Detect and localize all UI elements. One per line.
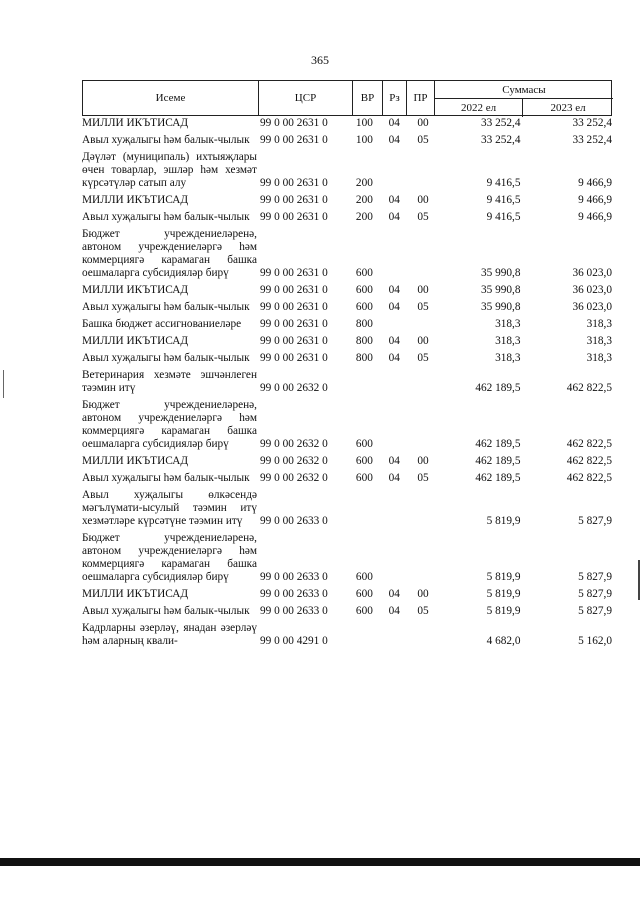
cell-rz: 04 <box>388 211 400 223</box>
cell-vr: 600 <box>355 571 373 583</box>
cell-csr: 99 0 00 2632 0 <box>260 472 328 484</box>
cell-sum-2022: 35 990,8 <box>480 267 521 279</box>
page-bottom-border <box>0 858 640 866</box>
cell-sum-2023: 5 827,9 <box>578 515 612 527</box>
cell-pr: 00 <box>417 588 429 600</box>
cell-csr: 99 0 00 2632 0 <box>260 455 328 467</box>
cell-name: МИЛЛИ ИКЪТИСАД <box>82 455 189 467</box>
cell-sum-2022: 33 252,4 <box>480 134 521 146</box>
cell-rz: 04 <box>388 335 400 347</box>
cell-csr: 99 0 00 2632 0 <box>260 438 328 450</box>
cell-pr: 05 <box>417 301 429 313</box>
cell-sum-2023: 9 466,9 <box>578 194 612 206</box>
cell-name: МИЛЛИ ИКЪТИСАД <box>82 194 189 206</box>
cell-sum-2022: 35 990,8 <box>480 284 521 296</box>
cell-name: Авыл хуҗалыгы һәм балык-чылык <box>82 211 250 223</box>
cell-name: МИЛЛИ ИКЪТИСАД <box>82 284 189 296</box>
cell-pr: 00 <box>417 335 429 347</box>
cell-csr: 99 0 00 2633 0 <box>260 571 328 583</box>
cell-pr: 00 <box>417 194 429 206</box>
cell-vr: 800 <box>355 335 373 347</box>
column-header-name: Исеме <box>83 81 259 115</box>
cell-sum-2022: 4 682,0 <box>486 635 521 647</box>
cell-rz: 04 <box>388 588 400 600</box>
cell-csr: 99 0 00 2632 0 <box>260 382 328 394</box>
column-header-vr: ВР <box>353 81 383 115</box>
cell-vr: 600 <box>355 284 373 296</box>
table-row <box>82 134 612 147</box>
table-row <box>82 622 612 648</box>
cell-rz: 04 <box>388 472 400 484</box>
cell-sum-2023: 462 822,5 <box>566 382 612 394</box>
cell-rz: 04 <box>388 134 400 146</box>
cell-vr: 200 <box>355 211 373 223</box>
cell-sum-2023: 36 023,0 <box>572 267 612 279</box>
cell-name: Кадрларны әзерләү, янадан әзерләү һәм аларның квали- <box>82 622 257 647</box>
cell-sum-2022: 9 416,5 <box>486 194 521 206</box>
cell-vr: 800 <box>355 352 373 364</box>
cell-csr: 99 0 00 2631 0 <box>260 335 328 347</box>
table-row <box>82 284 612 297</box>
cell-name: Башка бюджет ассигнованиеләре <box>82 318 242 330</box>
page-number: 365 <box>311 53 329 67</box>
cell-sum-2022: 35 990,8 <box>480 301 521 313</box>
cell-name: Бюджет учреждениеләренә, автоном учреждениеләргә һәм коммерциягә карамаган башка оешмаларга субсидияләр бирү <box>82 228 257 279</box>
column-header-sums: Суммасы <box>435 81 613 99</box>
cell-sum-2023: 33 252,4 <box>572 134 612 146</box>
cell-name: МИЛЛИ ИКЪТИСАД <box>82 335 189 347</box>
cell-vr: 600 <box>355 301 373 313</box>
cell-sum-2023: 318,3 <box>586 352 612 364</box>
cell-pr: 05 <box>417 211 429 223</box>
table-row <box>82 532 612 584</box>
cell-pr: 05 <box>417 352 429 364</box>
table-row <box>82 228 612 280</box>
cell-rz: 04 <box>388 117 400 129</box>
table-row <box>82 117 612 130</box>
cell-name: Бюджет учреждениеләренә, автоном учреждениеләргә һәм коммерциягә карамаган башка оешмаларга субсидияләр бирү <box>82 532 257 583</box>
table-row <box>82 472 612 485</box>
cell-sum-2022: 5 819,9 <box>486 571 521 583</box>
column-header-year-2022: 2022 ел <box>435 99 523 117</box>
table-row <box>82 151 612 190</box>
cell-sum-2023: 462 822,5 <box>566 455 612 467</box>
cell-sum-2022: 462 189,5 <box>475 438 521 450</box>
cell-vr: 600 <box>355 588 373 600</box>
column-header-year-2023: 2023 ел <box>550 102 586 114</box>
cell-sum-2023: 318,3 <box>586 335 612 347</box>
sums-header-group <box>435 81 613 115</box>
table-header <box>82 80 612 116</box>
cell-vr: 200 <box>355 177 373 189</box>
cell-csr: 99 0 00 2633 0 <box>260 605 328 617</box>
cell-sum-2023: 9 466,9 <box>578 177 612 189</box>
cell-sum-2023: 36 023,0 <box>572 284 612 296</box>
cell-name: Авыл хуҗалыгы һәм балык-чылык <box>82 352 250 364</box>
row-spacer <box>82 648 612 652</box>
table-row <box>82 335 612 348</box>
cell-sum-2023: 33 252,4 <box>572 117 612 129</box>
cell-csr: 99 0 00 2631 0 <box>260 301 328 313</box>
cell-pr: 00 <box>417 117 429 129</box>
cell-name: Авыл хуҗалыгы һәм балык-чылык <box>82 605 250 617</box>
cell-sum-2022: 318,3 <box>495 352 521 364</box>
cell-pr: 05 <box>417 605 429 617</box>
cell-pr: 05 <box>417 472 429 484</box>
column-header-pr: ПР <box>407 81 435 115</box>
cell-sum-2023: 462 822,5 <box>566 438 612 450</box>
cell-csr: 99 0 00 2631 0 <box>260 318 328 330</box>
cell-csr: 99 0 00 2631 0 <box>260 267 328 279</box>
cell-pr: 00 <box>417 284 429 296</box>
cell-csr: 99 0 00 4291 0 <box>260 635 328 647</box>
table-row <box>82 588 612 601</box>
cell-rz: 04 <box>388 352 400 364</box>
cell-name: Авыл хуҗалыгы һәм балык-чылык <box>82 134 250 146</box>
cell-csr: 99 0 00 2631 0 <box>260 177 328 189</box>
table-row <box>82 318 612 331</box>
cell-sum-2023: 5 827,9 <box>578 571 612 583</box>
cell-sum-2022: 318,3 <box>495 335 521 347</box>
cell-csr: 99 0 00 2631 0 <box>260 352 328 364</box>
cell-rz: 04 <box>388 455 400 467</box>
scan-artifact <box>3 370 4 398</box>
table-row <box>82 489 612 528</box>
cell-name: МИЛЛИ ИКЪТИСАД <box>82 117 189 129</box>
cell-csr: 99 0 00 2631 0 <box>260 284 328 296</box>
cell-name: Авыл хуҗалыгы һәм балык-чылык <box>82 472 250 484</box>
cell-sum-2023: 5 162,0 <box>578 635 612 647</box>
cell-sum-2022: 9 416,5 <box>486 177 521 189</box>
cell-pr: 05 <box>417 134 429 146</box>
cell-sum-2022: 9 416,5 <box>486 211 521 223</box>
cell-csr: 99 0 00 2631 0 <box>260 194 328 206</box>
cell-sum-2022: 462 189,5 <box>475 472 521 484</box>
cell-sum-2023: 9 466,9 <box>578 211 612 223</box>
cell-sum-2022: 5 819,9 <box>486 605 521 617</box>
table-row <box>82 211 612 224</box>
cell-sum-2022: 462 189,5 <box>475 382 521 394</box>
cell-vr: 600 <box>355 267 373 279</box>
table-row <box>82 194 612 207</box>
cell-csr: 99 0 00 2631 0 <box>260 117 328 129</box>
cell-vr: 800 <box>355 318 373 330</box>
cell-vr: 600 <box>355 455 373 467</box>
table-row <box>82 605 612 618</box>
cell-name: Авыл хуҗалыгы һәм балык-чылык <box>82 301 250 313</box>
table-row <box>82 301 612 314</box>
cell-vr: 100 <box>355 134 373 146</box>
cell-pr: 00 <box>417 455 429 467</box>
cell-sum-2023: 318,3 <box>586 318 612 330</box>
table-row <box>82 369 612 395</box>
cell-name: Авыл хуҗалыгы өлкәсендә мәгълүмати-ысулый тәэмин итү хезмәтләре күрсәтүне тәэмин итү <box>82 489 257 527</box>
table-row <box>82 352 612 365</box>
cell-rz: 04 <box>388 194 400 206</box>
cell-name: Дәүләт (муниципаль) ихтыяҗлары өчен товарлар, эшләр һәм хезмәт күрсәтүләр сатып алу <box>82 151 257 189</box>
cell-vr: 600 <box>355 605 373 617</box>
cell-name: Бюджет учреждениеләренә, автоном учреждениеләргә һәм коммерциягә карамаган башка оешмаларга субсидияләр бирү <box>82 399 257 450</box>
column-header-rz: Рз <box>383 81 407 115</box>
cell-sum-2023: 5 827,9 <box>578 588 612 600</box>
cell-sum-2022: 318,3 <box>495 318 521 330</box>
cell-vr: 100 <box>355 117 373 129</box>
cell-name: Ветеринария хезмәте эшчәнлеген тәэмин итү <box>82 369 257 394</box>
cell-sum-2022: 5 819,9 <box>486 588 521 600</box>
cell-sum-2022: 33 252,4 <box>480 117 521 129</box>
column-header-csr: ЦСР <box>259 81 353 115</box>
cell-vr: 600 <box>355 438 373 450</box>
cell-csr: 99 0 00 2631 0 <box>260 211 328 223</box>
cell-sum-2023: 36 023,0 <box>572 301 612 313</box>
cell-sum-2022: 462 189,5 <box>475 455 521 467</box>
table-body <box>82 117 612 652</box>
cell-name: МИЛЛИ ИКЪТИСАД <box>82 588 189 600</box>
cell-csr: 99 0 00 2633 0 <box>260 588 328 600</box>
cell-rz: 04 <box>388 301 400 313</box>
table-row <box>82 455 612 468</box>
cell-rz: 04 <box>388 284 400 296</box>
cell-vr: 600 <box>355 472 373 484</box>
cell-rz: 04 <box>388 605 400 617</box>
cell-csr: 99 0 00 2633 0 <box>260 515 328 527</box>
cell-csr: 99 0 00 2631 0 <box>260 134 328 146</box>
table-row <box>82 399 612 451</box>
cell-vr: 200 <box>355 194 373 206</box>
cell-sum-2023: 5 827,9 <box>578 605 612 617</box>
cell-sum-2023: 462 822,5 <box>566 472 612 484</box>
cell-sum-2022: 5 819,9 <box>486 515 521 527</box>
